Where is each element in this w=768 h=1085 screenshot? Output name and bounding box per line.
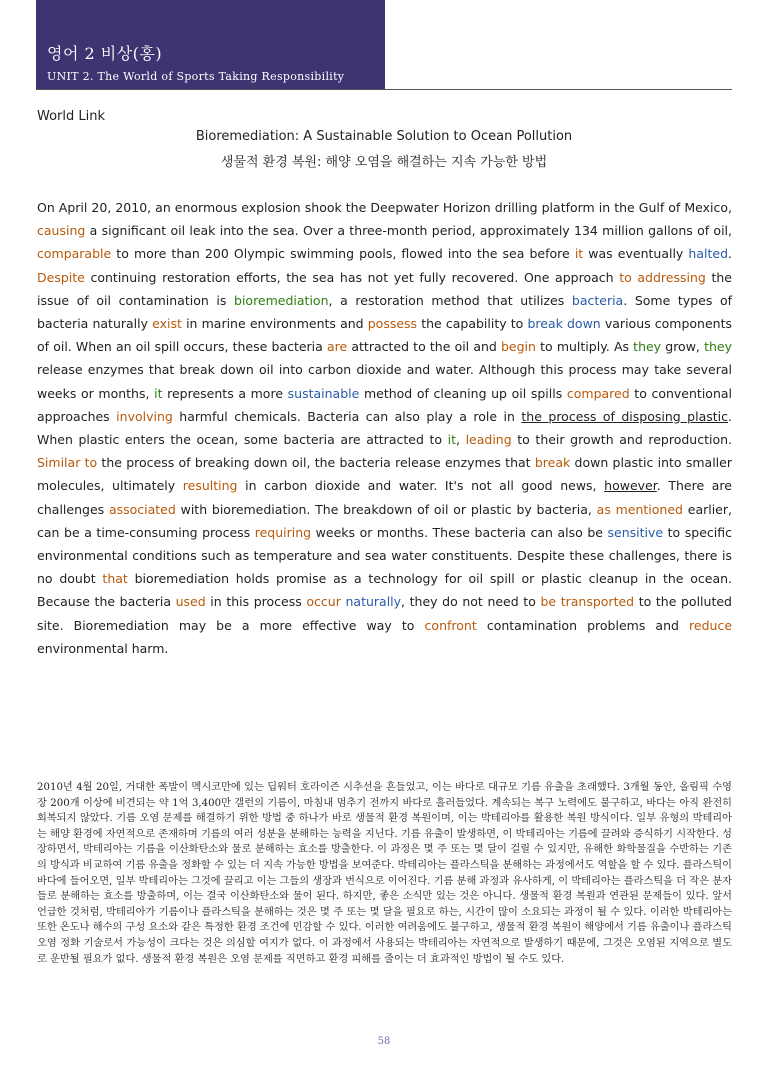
passage-text: method of cleaning up oil spills — [359, 385, 567, 401]
highlighted-term: it — [154, 385, 163, 401]
korean-translation: 2010년 4월 20일, 거대한 폭발이 멕시코만에 있는 딥워터 호라이즌 시추선을 흔들었고, 이는 바다로 대규모 기름 유출을 초래했다. 3개월 동안, 올림픽 수영장 200개 이상에 비견되는 약 1억 3,400만 갤런의 기름이, 마침내 멈추기 전까지 바다로 흘러들었다. 계속되는 복구 노력에도 불구하고, 바다는 아직 완전히 회복되지 않았다. 기름 오염 문제를 해결하기 위한 방법 중 하나가 바로 생물적 환경 복원이며, 이는 박테리아를 활용한 복원 방식이다. 일부 유형의 박테리아는 해양 환경에 자연적으로 존재하며 기름의 여러 성분을 분해하는 능력을 지닌다. 기름 유출이 발생하면, 이 박테리아는 기름에 끌려와 증식하기 시작한다. 성장하면서, 박테리아는 기름을 이산화탄소와 물로 분해하는 효소를 방출한다. 이 과정은 몇 주 또는 몇 달이 걸릴 수 있지만, 유해한 화학물질을 수반하는 기존의 방식과 비교하여 기름 유출을 정화할 수 있는 더 지속 가능한 방법을 보여준다. 박테리아는 플라스틱을 분해하는 과정에서도 역할을 할 수 있다. 플라스틱이 바다에 들어오면, 일부 박테리아는 그것에 끌리고 이는 그들의 생장과 번식으로 이어진다. 기름 분해 과정과 유사하게, 이 박테리아는 플라스틱을 더 작은 분자들로 분해하는 효소를 방출하며, 이는 결국 이산화탄소와 물이 된다. 하지만, 좋은 소식만 있는 것은 아니다. 생물적 환경 복원과 연관된 문제들이 있다. 앞서 언급한 것처럼, 박테리아가 기름이나 플라스틱을 분해하는 것은 몇 주 또는 몇 달을 필요로 하는, 시간이 많이 소요되는 과정이 될 수 있다. 이러한 박테리아는 또한 온도나 해수의 구성 요소와 같은 특정한 환경 조건에 민감할 수 있다. 이러한 여려움에도 불구하고, 생물적 환경 복원이 해양에서 기름 유출이나 플라스틱 오염 정화 기술로서 가능성이 크다는 것은 의심할 여지가 없다. 이 과정에서 사용되는 박테리아는 자연적으로 발생하기 때문에, 그것은 오염된 지역으로 별도로 운반될 필요가 없다. 생물적 환경 복원은 오염 문제를 직면하고 환경 피해를 줄이는 더 효과적인 방법이 될 수도 있다. — [37, 782, 732, 965]
header-divider — [36, 89, 732, 90]
highlighted-term: be transported — [540, 594, 635, 610]
passage-text: bioremediation holds promise as a technology for oil spill or plastic cleanup in the ocean. Because the bacteria — [37, 571, 733, 610]
highlighted-term: however — [604, 478, 657, 494]
highlighted-term: associated — [108, 501, 176, 517]
passage-text: . There are challenges — [37, 478, 732, 517]
passage-text: harmful chemicals. Bacteria can also play a role in — [172, 408, 522, 424]
passage-text: On April 20, 2010, an enormous explosion shook the Deepwater Horizon drilling platform in the Gulf of Mexico, — [37, 200, 732, 215]
header-subtitle: UNIT 2. The World of Sports Taking Responsibility — [47, 70, 345, 83]
passage-text: earlier, can be a time-consuming process — [37, 501, 732, 540]
passage-text: various components of oil. When an oil spill occurs, these bacteria — [37, 316, 732, 355]
highlighted-term: requiring — [254, 524, 312, 540]
highlighted-term: involving — [116, 408, 173, 424]
highlighted-term: occur — [306, 594, 341, 610]
passage-text: in this process — [205, 594, 307, 610]
highlighted-term: comparable — [37, 246, 112, 262]
passage-text: . — [728, 246, 732, 262]
highlighted-term: begin — [501, 339, 536, 355]
highlighted-term: they — [633, 339, 662, 355]
highlighted-term: break down — [527, 316, 601, 332]
highlighted-term: break — [534, 455, 571, 471]
highlighted-term: as mentioned — [596, 501, 683, 517]
passage-text: to conventional approaches — [37, 385, 733, 424]
highlighted-term: exist — [152, 316, 182, 332]
highlighted-term: confront — [424, 617, 477, 633]
header-title: 영어 2 비상(홍) — [47, 44, 163, 63]
highlighted-term: naturally — [345, 594, 402, 610]
passage-text: to multiply. As — [535, 339, 634, 355]
section-label: World Link — [37, 109, 106, 124]
highlighted-term: reduce — [689, 617, 733, 633]
passage-text: to the polluted site. Bioremediation may be a more effective way to — [37, 594, 732, 633]
highlighted-term: to addressing — [619, 269, 706, 285]
highlighted-term: leading — [465, 432, 512, 448]
passage-text: represents a more — [162, 385, 288, 401]
header-banner — [36, 0, 385, 89]
passage-text: in carbon dioxide and water. It's not all good news, — [237, 478, 605, 494]
passage-text: a significant oil leak into the sea. Over a three-month period, approximately 134 million gallons of oil, — [85, 223, 732, 239]
highlighted-term: sustainable — [287, 385, 360, 401]
page-number: 58 — [377, 1036, 391, 1047]
highlighted-term: it — [574, 246, 584, 262]
passage-text: attracted to the oil and — [347, 339, 501, 355]
title-korean: 생물적 환경 복원: 해양 오염을 해결하는 지속 가능한 방법 — [220, 155, 548, 170]
highlighted-term: the process of disposing plastic — [521, 408, 729, 424]
english-passage — [37, 196, 732, 660]
title-english: Bioremediation: A Sustainable Solution to Ocean Pollution — [195, 129, 573, 144]
passage-text: . When plastic enters the ocean, some bacteria are attracted to — [37, 408, 732, 448]
highlighted-term: possess — [367, 316, 418, 332]
passage-text: grow, — [661, 339, 705, 355]
highlighted-term: sensitive — [607, 524, 664, 540]
passage-text: , they do not need to — [401, 594, 541, 610]
passage-text: contamination problems and — [476, 617, 690, 633]
passage-text: weeks or months. These bacteria can also be — [311, 524, 608, 540]
highlighted-term: bacteria — [571, 292, 624, 308]
highlighted-term: bioremediation — [234, 292, 329, 308]
highlighted-term: used — [175, 594, 206, 610]
passage-text: was eventually — [583, 246, 689, 262]
passage-text: with bioremediation. The breakdown of oil or plastic by bacteria, — [175, 501, 597, 517]
passage-text: , a restoration method that utilizes — [328, 292, 572, 308]
passage-text: the issue of oil contamination is — [37, 269, 733, 308]
highlighted-term: compared — [566, 385, 630, 401]
highlighted-term: it — [447, 432, 456, 448]
highlighted-term: halted — [688, 246, 729, 262]
highlighted-term: resulting — [182, 478, 238, 494]
passage-text: the capability to — [417, 316, 528, 332]
highlighted-term: they — [704, 339, 732, 355]
passage-text: , — [456, 432, 466, 448]
passage-text: environmental harm. — [37, 640, 169, 656]
passage-text: . Some types of bacteria naturally — [37, 292, 732, 332]
passage-text: down plastic into smaller molecules, ultimately — [37, 455, 732, 494]
highlighted-term: Similar to — [37, 455, 98, 471]
passage-text: to their growth and reproduction. — [511, 432, 732, 448]
passage-text: to specific environmental conditions such as temperature and sea water constituents. Despite these challenges, there is no doubt — [37, 524, 732, 587]
passage-text: in marine environments and — [181, 316, 368, 332]
highlighted-term: causing — [37, 223, 86, 239]
highlighted-term: that — [102, 571, 128, 587]
highlighted-term: Despite — [37, 269, 85, 285]
passage-text: continuing restoration efforts, the sea has not yet fully recovered. One approach — [84, 269, 620, 285]
passage-text: release enzymes that break down oil into carbon dioxide and water. Although this process may take several weeks or months, — [37, 362, 732, 401]
highlighted-term: are — [326, 339, 348, 355]
passage-text: the process of breaking down oil, the bacteria release enzymes that — [97, 455, 535, 471]
passage-text: to more than 200 Olympic swimming pools, flowed into the sea before — [111, 246, 575, 262]
